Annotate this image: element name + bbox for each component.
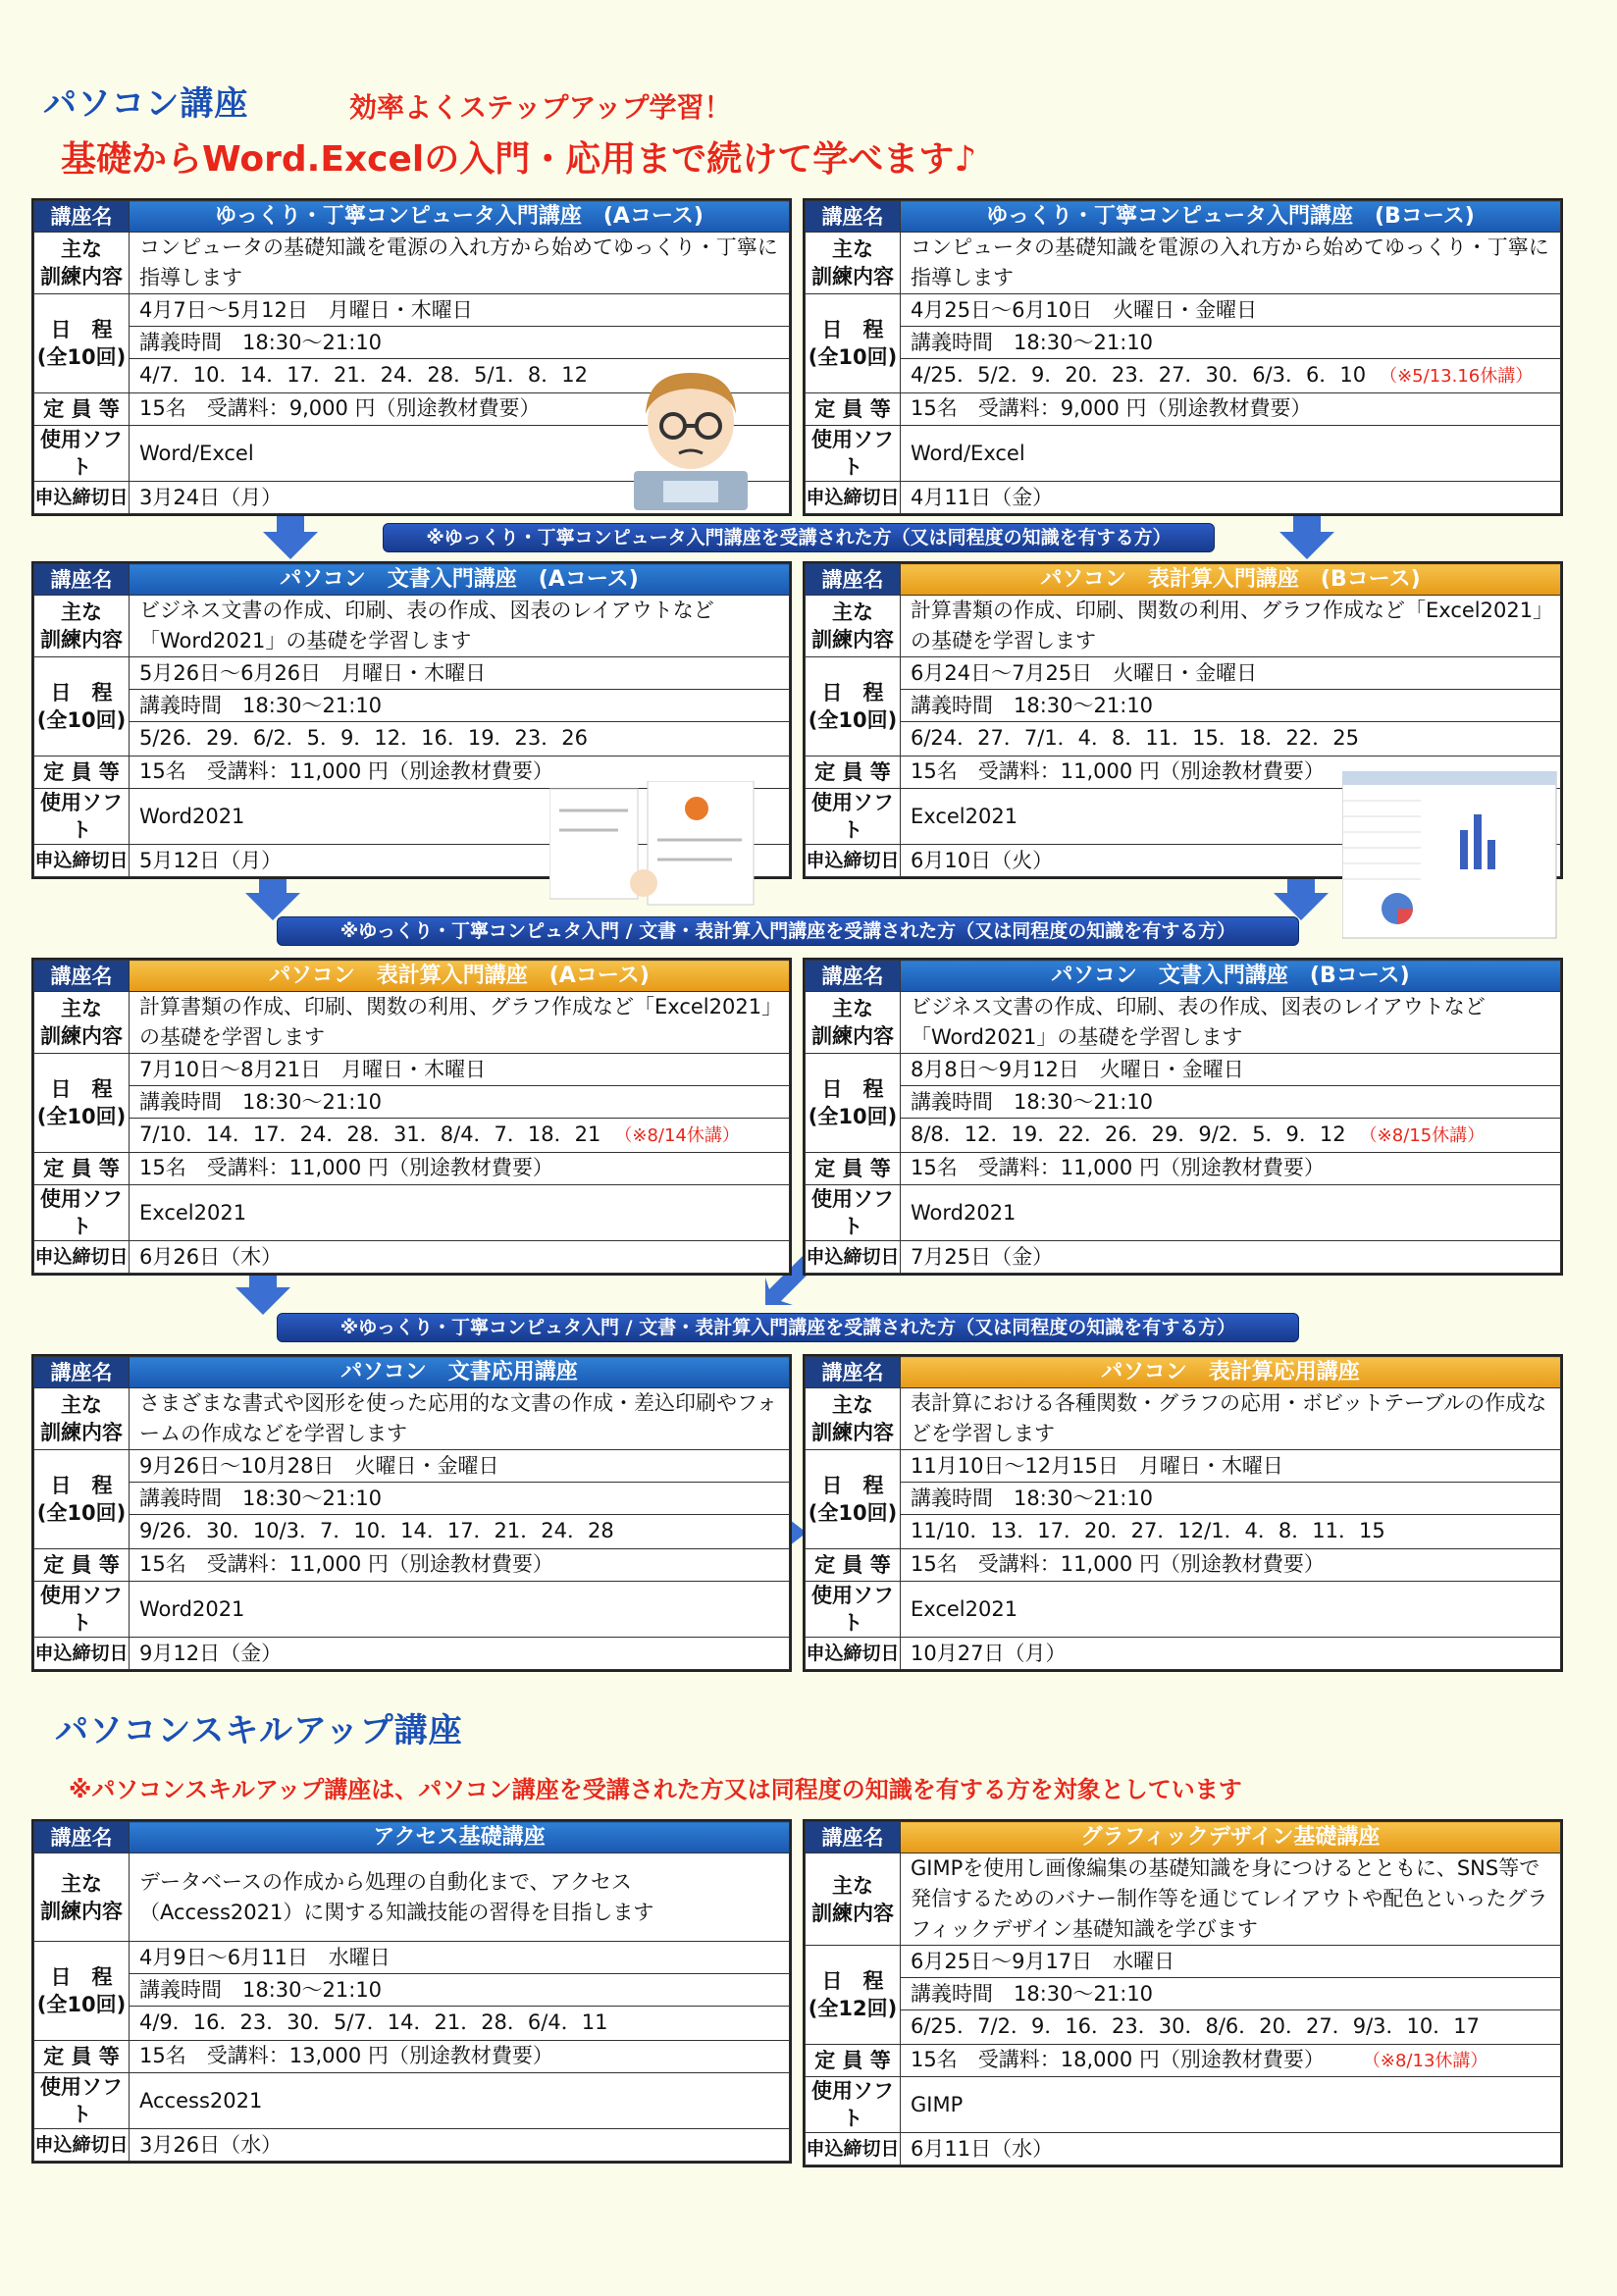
course-time: 講義時間 18:30～21:10 bbox=[130, 1086, 789, 1119]
course-period: 5月26日～6月26日 月曜日・木曜日 bbox=[130, 657, 789, 690]
course-deadline: 7月25日（金） bbox=[901, 1241, 1561, 1274]
label-deadline: 申込締切日 bbox=[34, 2129, 130, 2162]
label-deadline: 申込締切日 bbox=[34, 1638, 130, 1670]
label-capacity: 定 員 等 bbox=[34, 393, 130, 426]
course-title: ゆっくり・丁寧コンピュータ入門講座 (Bコース) bbox=[901, 201, 1561, 233]
document-illustration bbox=[549, 781, 756, 907]
course-time: 講義時間 18:30～21:10 bbox=[901, 1086, 1560, 1119]
schedule-cell bbox=[130, 657, 790, 757]
course-period: 4月25日～6月10日 火曜日・金曜日 bbox=[901, 294, 1560, 327]
label-capacity: 定 員 等 bbox=[806, 2045, 901, 2077]
course-software: Word2021 bbox=[130, 789, 790, 845]
label-course-name: 講座名 bbox=[34, 201, 130, 233]
course-dates-text: 11/10．13．17．20．27．12/1．4．8．11．15 bbox=[911, 1519, 1385, 1542]
label-capacity: 定 員 等 bbox=[34, 757, 130, 789]
course-title: パソコン 表計算入門講座 (Bコース) bbox=[901, 564, 1561, 596]
course-title: ゆっくり・丁寧コンピュータ入門講座 (Aコース) bbox=[130, 201, 790, 233]
label-content: 主な 訓練内容 bbox=[806, 992, 901, 1054]
course-content: コンピュータの基礎知識を電源の入れ方から始めてゆっくり・丁寧に指導します bbox=[130, 233, 790, 294]
course-capacity-text: 15名 受講料：9,000 円（別途教材費要） bbox=[139, 396, 541, 420]
course-table bbox=[31, 1819, 792, 2164]
label-course-name: 講座名 bbox=[34, 1357, 130, 1388]
label-schedule: 日 程 (全10回) bbox=[34, 657, 130, 757]
label-software: 使用ソフト bbox=[34, 789, 130, 845]
course-dates bbox=[130, 1119, 789, 1152]
skillup-notice: ※パソコンスキルアップ講座は、パソコン講座を受講された方又は同程度の知識を有する方を対象としています bbox=[69, 1776, 1242, 1803]
course-title: パソコン 表計算入門講座 (Aコース) bbox=[130, 961, 790, 992]
prerequisite-ribbon-3: ※ゆっくり・丁寧コンピュタ入門 / 文書・表計算入門講座を受講された方（又は同程度の知識を有する方） bbox=[277, 1313, 1299, 1342]
course-capacity-text: 15名 受講料：11,000 円（別途教材費要） bbox=[139, 1552, 553, 1576]
schedule-cell bbox=[901, 1054, 1561, 1153]
course-capacity-text: 15名 受講料：11,000 円（別途教材費要） bbox=[139, 759, 553, 783]
course-title: アクセス基礎講座 bbox=[130, 1822, 790, 1853]
course-content: さまざまな書式や図形を使った応用的な文書の作成・差込印刷やフォームの作成などを学習します bbox=[130, 1388, 790, 1450]
course-title: パソコン 文書入門講座 (Aコース) bbox=[130, 564, 790, 596]
course-deadline: 4月11日（金） bbox=[901, 482, 1561, 514]
course-period: 4月9日～6月11日 水曜日 bbox=[130, 1942, 789, 1974]
label-course-name: 講座名 bbox=[34, 961, 130, 992]
label-software: 使用ソフト bbox=[34, 1582, 130, 1638]
course-dates bbox=[130, 2007, 789, 2040]
course-table bbox=[803, 1354, 1563, 1672]
label-software: 使用ソフト bbox=[806, 1582, 901, 1638]
course-table bbox=[803, 198, 1563, 516]
course-dates bbox=[901, 2010, 1560, 2044]
label-course-name: 講座名 bbox=[34, 1822, 130, 1853]
course-dates-text: 4/7．10．14．17．21．24．28．5/1．8．12 bbox=[139, 363, 589, 387]
course-deadline: 6月11日（水） bbox=[901, 2133, 1561, 2166]
course-software: GIMP bbox=[901, 2077, 1561, 2133]
course-capacity-text: 15名 受講料：11,000 円（別途教材費要） bbox=[139, 1156, 553, 1179]
schedule-cell bbox=[130, 1942, 790, 2041]
spreadsheet-illustration bbox=[1342, 771, 1558, 940]
course-content: データベースの作成から処理の自動化まで、アクセス（Access2021）に関する知識技能の習得を目指します bbox=[130, 1853, 790, 1942]
label-content: 主な 訓練内容 bbox=[34, 596, 130, 657]
course-time: 講義時間 18:30～21:10 bbox=[901, 690, 1560, 722]
course-title: グラフィックデザイン基礎講座 bbox=[901, 1822, 1561, 1853]
course-period: 6月24日～7月25日 火曜日・金曜日 bbox=[901, 657, 1560, 690]
label-software: 使用ソフト bbox=[806, 426, 901, 482]
course-cancel-note: （※8/15休講） bbox=[1359, 1125, 1486, 1146]
label-capacity: 定 員 等 bbox=[34, 1153, 130, 1185]
course-period: 11月10日～12月15日 月曜日・木曜日 bbox=[901, 1450, 1560, 1483]
course-dates-text: 6/25．7/2．9．16．23．30．8/6．20．27．9/3．10．17 bbox=[911, 2014, 1480, 2038]
label-deadline: 申込締切日 bbox=[34, 845, 130, 877]
course-dates bbox=[901, 722, 1560, 756]
course-content: 計算書類の作成、印刷、関数の利用、グラフ作成など「Excel2021」の基礎を学習します bbox=[130, 992, 790, 1054]
label-course-name: 講座名 bbox=[806, 1357, 901, 1388]
course-time: 講義時間 18:30～21:10 bbox=[130, 1974, 789, 2007]
course-dates bbox=[901, 1119, 1560, 1152]
label-content: 主な 訓練内容 bbox=[34, 1853, 130, 1942]
course-dates-text: 4/9．16．23．30．5/7．14．21．28．6/4．11 bbox=[139, 2010, 608, 2034]
course-deadline: 3月24日（月） bbox=[130, 482, 790, 514]
label-capacity: 定 員 等 bbox=[806, 1549, 901, 1582]
course-deadline: 9月12日（金） bbox=[130, 1638, 790, 1670]
label-course-name: 講座名 bbox=[806, 961, 901, 992]
course-capacity bbox=[130, 1153, 790, 1185]
label-schedule: 日 程 (全10回) bbox=[34, 294, 130, 393]
course-cancel-note: （※5/13.16休講） bbox=[1380, 366, 1534, 387]
label-course-name: 講座名 bbox=[34, 564, 130, 596]
course-capacity-text: 15名 受講料：11,000 円（別途教材費要） bbox=[911, 1156, 1325, 1179]
course-capacity-text: 15名 受講料：9,000 円（別途教材費要） bbox=[911, 396, 1312, 420]
label-deadline: 申込締切日 bbox=[34, 482, 130, 514]
course-content: ビジネス文書の作成、印刷、表の作成、図表のレイアウトなど「Word2021」の基礎を学習します bbox=[901, 992, 1561, 1054]
label-schedule: 日 程 (全10回) bbox=[806, 657, 901, 757]
label-content: 主な 訓練内容 bbox=[34, 233, 130, 294]
course-title: パソコン 文書入門講座 (Bコース) bbox=[901, 961, 1561, 992]
course-table bbox=[803, 1819, 1563, 2167]
course-period: 9月26日～10月28日 火曜日・金曜日 bbox=[130, 1450, 789, 1483]
label-schedule: 日 程 (全10回) bbox=[34, 1450, 130, 1549]
course-dates bbox=[901, 359, 1560, 392]
schedule-cell bbox=[130, 1450, 790, 1549]
course-software: Word/Excel bbox=[901, 426, 1561, 482]
label-software: 使用ソフト bbox=[806, 1185, 901, 1241]
course-deadline: 5月12日（月） bbox=[130, 845, 790, 877]
course-software: Word/Excel bbox=[130, 426, 790, 482]
label-capacity: 定 員 等 bbox=[806, 1153, 901, 1185]
label-deadline: 申込締切日 bbox=[806, 1241, 901, 1274]
course-dates-text: 5/26．29．6/2．5．9．12．16．19．23．26 bbox=[139, 726, 589, 750]
label-deadline: 申込締切日 bbox=[34, 1241, 130, 1274]
course-capacity bbox=[901, 2045, 1561, 2077]
course-capacity bbox=[901, 1153, 1561, 1185]
course-capacity-text: 15名 受講料：18,000 円（別途教材費要） bbox=[911, 2048, 1325, 2071]
label-software: 使用ソフト bbox=[806, 789, 901, 845]
course-dates-text: 7/10．14．17．24．28．31．8/4．7．18．21 bbox=[139, 1122, 601, 1146]
label-deadline: 申込締切日 bbox=[806, 845, 901, 877]
course-capacity-note: （※8/13休講） bbox=[1371, 2051, 1488, 2071]
course-content: 計算書類の作成、印刷、関数の利用、グラフ作成など「Excel2021」の基礎を学習します bbox=[901, 596, 1561, 657]
course-title: パソコン 文書応用講座 bbox=[130, 1357, 790, 1388]
course-dates-text: 6/24．27．7/1．4．8．11．15．18．22．25 bbox=[911, 726, 1360, 750]
course-content: GIMPを使用し画像編集の基礎知識を身につけるとともに、SNS等で発信するためのバナー制作等を通じてレイアウトや配色といったグラフィックデザイン基礎知識を学びます bbox=[901, 1853, 1561, 1946]
course-cancel-note: （※8/14休講） bbox=[614, 1125, 740, 1146]
label-deadline: 申込締切日 bbox=[806, 482, 901, 514]
course-software: Excel2021 bbox=[130, 1185, 790, 1241]
course-dates bbox=[130, 1515, 789, 1548]
schedule-cell bbox=[901, 657, 1561, 757]
label-deadline: 申込締切日 bbox=[806, 1638, 901, 1670]
label-capacity: 定 員 等 bbox=[34, 2041, 130, 2073]
course-content: コンピュータの基礎知識を電源の入れ方から始めてゆっくり・丁寧に指導します bbox=[901, 233, 1561, 294]
instructor-illustration bbox=[624, 361, 757, 512]
label-content: 主な 訓練内容 bbox=[34, 992, 130, 1054]
course-deadline: 3月26日（水） bbox=[130, 2129, 790, 2162]
course-software: Word2021 bbox=[130, 1582, 790, 1638]
label-content: 主な 訓練内容 bbox=[34, 1388, 130, 1450]
course-software: Access2021 bbox=[130, 2073, 790, 2129]
course-capacity-text: 15名 受講料：11,000 円（別途教材費要） bbox=[911, 1552, 1325, 1576]
course-capacity bbox=[901, 1549, 1561, 1582]
course-dates bbox=[901, 1515, 1560, 1548]
label-capacity: 定 員 等 bbox=[34, 1549, 130, 1582]
section-title-pc: パソコン講座 bbox=[43, 84, 249, 124]
label-schedule: 日 程 (全10回) bbox=[806, 1450, 901, 1549]
course-period: 4月7日～5月12日 月曜日・木曜日 bbox=[130, 294, 789, 327]
course-time: 講義時間 18:30～21:10 bbox=[130, 327, 789, 359]
label-schedule: 日 程 (全10回) bbox=[806, 294, 901, 393]
course-capacity bbox=[901, 393, 1561, 426]
label-software: 使用ソフト bbox=[34, 426, 130, 482]
prerequisite-ribbon-2: ※ゆっくり・丁寧コンピュタ入門 / 文書・表計算入門講座を受講された方（又は同程度の知識を有する方） bbox=[277, 916, 1299, 946]
course-period: 6月25日～9月17日 水曜日 bbox=[901, 1946, 1560, 1978]
course-capacity bbox=[130, 1549, 790, 1582]
course-time: 講義時間 18:30～21:10 bbox=[901, 327, 1560, 359]
down-arrow-icon bbox=[235, 1287, 290, 1315]
label-software: 使用ソフト bbox=[34, 1185, 130, 1241]
label-schedule: 日 程 (全10回) bbox=[34, 1054, 130, 1153]
label-course-name: 講座名 bbox=[806, 1822, 901, 1853]
schedule-cell bbox=[901, 1450, 1561, 1549]
section-title-skillup: パソコンスキルアップ講座 bbox=[55, 1711, 463, 1750]
course-dates bbox=[130, 722, 789, 756]
course-dates-text: 8/8．12．19．22．26．29．9/2．5．9．12 bbox=[911, 1122, 1346, 1146]
headline: 基礎からWord.Excelの入門・応用まで続けて学べます♪ bbox=[61, 139, 977, 180]
label-capacity: 定 員 等 bbox=[806, 757, 901, 789]
label-content: 主な 訓練内容 bbox=[806, 1388, 901, 1450]
course-time: 講義時間 18:30～21:10 bbox=[901, 1483, 1560, 1515]
course-table bbox=[31, 1354, 792, 1672]
label-schedule: 日 程 (全10回) bbox=[34, 1942, 130, 2041]
schedule-cell bbox=[130, 1054, 790, 1153]
course-table bbox=[803, 958, 1563, 1276]
label-schedule: 日 程 (全12回) bbox=[806, 1946, 901, 2045]
label-content: 主な 訓練内容 bbox=[806, 233, 901, 294]
label-course-name: 講座名 bbox=[806, 201, 901, 233]
course-software: Excel2021 bbox=[901, 1582, 1561, 1638]
label-content: 主な 訓練内容 bbox=[806, 1853, 901, 1946]
course-content: ビジネス文書の作成、印刷、表の作成、図表のレイアウトなど「Word2021」の基礎を学習します bbox=[130, 596, 790, 657]
course-dates-text: 9/26．30．10/3．7．10．14．17．21．24．28 bbox=[139, 1519, 614, 1542]
course-table bbox=[31, 958, 792, 1276]
course-capacity-text: 15名 受講料：11,000 円（別途教材費要） bbox=[911, 759, 1325, 783]
course-dates-text: 4/25．5/2．9．20．23．27．30．6/3．6．10 bbox=[911, 363, 1367, 387]
course-period: 8月8日～9月12日 火曜日・金曜日 bbox=[901, 1054, 1560, 1086]
label-course-name: 講座名 bbox=[806, 564, 901, 596]
tagline: 効率よくステップアップ学習！ bbox=[349, 91, 732, 124]
down-arrow-icon bbox=[263, 532, 318, 559]
label-schedule: 日 程 (全10回) bbox=[806, 1054, 901, 1153]
label-capacity: 定 員 等 bbox=[806, 393, 901, 426]
course-period: 7月10日～8月21日 月曜日・木曜日 bbox=[130, 1054, 789, 1086]
schedule-cell bbox=[901, 294, 1561, 393]
course-deadline: 6月10日（火） bbox=[901, 845, 1561, 877]
course-time: 講義時間 18:30～21:10 bbox=[130, 1483, 789, 1515]
prerequisite-ribbon-1: ※ゆっくり・丁寧コンピュータ入門講座を受講された方（又は同程度の知識を有する方） bbox=[383, 523, 1215, 552]
course-content: 表計算における各種関数・グラフの応用・ボビットテーブルの作成などを学習します bbox=[901, 1388, 1561, 1450]
course-title: パソコン 表計算応用講座 bbox=[901, 1357, 1561, 1388]
label-deadline: 申込締切日 bbox=[806, 2133, 901, 2166]
down-arrow-icon bbox=[1279, 532, 1334, 559]
course-capacity-text: 15名 受講料：13,000 円（別途教材費要） bbox=[139, 2044, 553, 2067]
course-capacity bbox=[130, 2041, 790, 2073]
label-software: 使用ソフト bbox=[806, 2077, 901, 2133]
course-software: Word2021 bbox=[901, 1185, 1561, 1241]
course-time: 講義時間 18:30～21:10 bbox=[130, 690, 789, 722]
label-software: 使用ソフト bbox=[34, 2073, 130, 2129]
course-deadline: 10月27日（月） bbox=[901, 1638, 1561, 1670]
course-time: 講義時間 18:30～21:10 bbox=[901, 1978, 1560, 2010]
course-deadline: 6月26日（木） bbox=[130, 1241, 790, 1274]
schedule-cell bbox=[901, 1946, 1561, 2045]
course-software: Excel2021 bbox=[901, 789, 1561, 845]
label-content: 主な 訓練内容 bbox=[806, 596, 901, 657]
